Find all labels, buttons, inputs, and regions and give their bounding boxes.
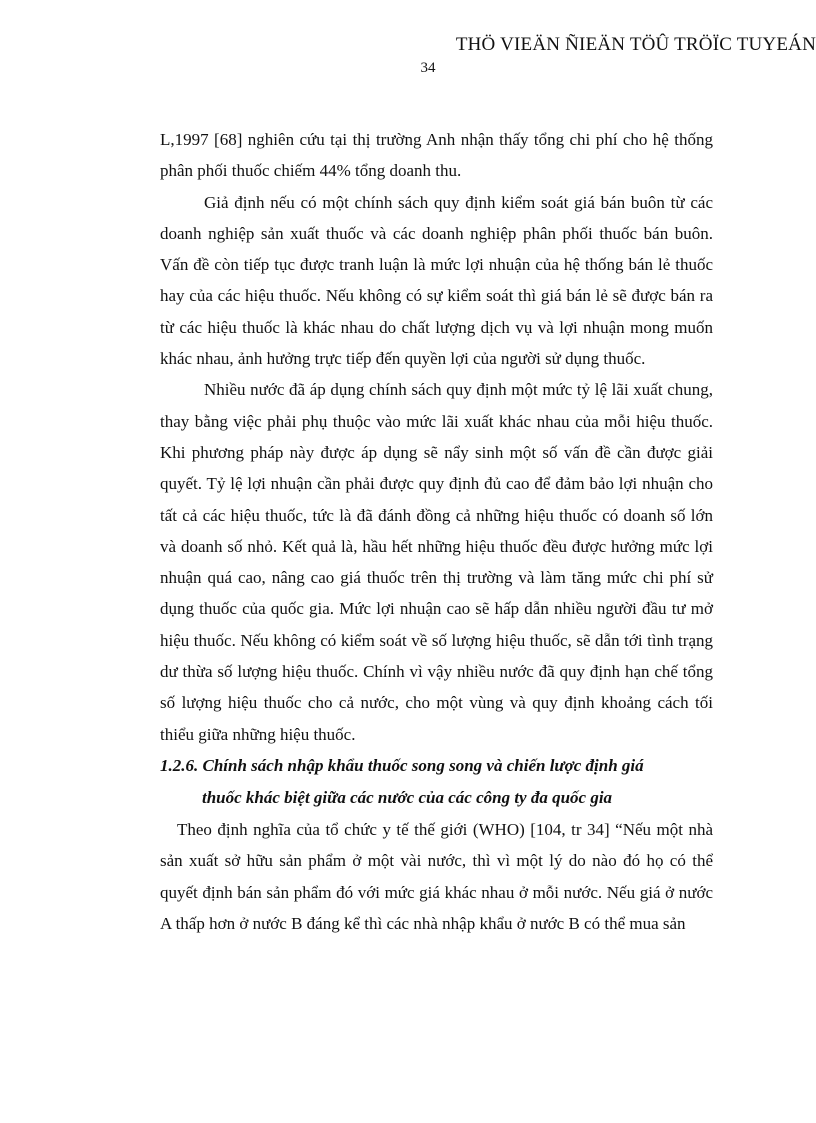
section-heading-line-2: thuốc khác biệt giữa các nước của các công ty đa quốc gia [202,787,613,807]
section-heading [160,750,713,814]
paragraph-4: Theo định nghĩa của tổ chức y tế thế giới (WHO) [104, tr 34] “Nếu một nhà sản xuất sở hữu sản phẩm ở một vài nước, thì vì một lý do nào đó họ có thể quyết định bán sản phẩm đó với mức giá khác nhau ở mỗi nước. Nếu giá ở nước A thấp hơn ở nước B đáng kể thì các nhà nhập khẩu ở nước B có thể mua sản [160,819,713,933]
paragraph-3: Nhiều nước đã áp dụng chính sách quy định một mức tỷ lệ lãi xuất chung, thay bằng việc phải phụ thuộc vào mức lãi xuất khác nhau của mỗi hiệu thuốc. Khi phương pháp này được áp dụng sẽ nẩy sinh một số vấn đề cần được giải quyết. Tỷ lệ lợi nhuận cần phải được quy định đủ cao để đảm bảo lợi nhuận cho tất cả các hiệu thuốc, tức là đã đánh đồng cả những hiệu thuốc có doanh số lớn và doanh số nhỏ. Kết quả là, hầu hết những hiệu thuốc đều được hưởng mức lợi nhuận quá cao, nâng cao giá thuốc trên thị trường và làm tăng mức chi phí sử dụng thuốc của quốc gia. Mức lợi nhuận cao sẽ hấp dẫn nhiều người đầu tư mở hiệu thuốc. Nếu không có kiểm soát về số lượng hiệu thuốc, sẽ dẫn tới tình trạng dư thừa số lượng hiệu thuốc. Chính vì vậy nhiều nước đã quy định hạn chế tổng số lượng hiệu thuốc cho cả nước, cho một vùng và quy định khoảng cách tối thiểu giữa những hiệu thuốc. [160,380,713,744]
section-heading-line-1: 1.2.6. Chính sách nhập khẩu thuốc song song và chiến lược định giá [160,755,644,775]
paragraph-2: Giả định nếu có một chính sách quy định kiểm soát giá bán buôn từ các doanh nghiệp sản xuất thuốc và các doanh nghiệp phân phối thuốc bán buôn. Vấn đề còn tiếp tục được tranh luận là mức lợi nhuận của hệ thống bán lẻ thuốc hay của các hiệu thuốc. Nếu không có sự kiểm soát thì giá bán lẻ sẽ được bán ra từ các hiệu thuốc là khác nhau do chất lượng dịch vụ và lợi nhuận mong muốn khác nhau, ảnh hưởng trực tiếp đến quyền lợi của người sử dụng thuốc. [160,192,713,369]
document-body [160,124,713,939]
site-header-title: THÖ VIEÄN ÑIEÄN TÖÛ TRÖÏC TUYEÁN [455,34,816,55]
paragraph-1: L,1997 [68] nghiên cứu tại thị trường Anh nhận thấy tổng chi phí cho hệ thống phân phối thuốc chiếm 44% tổng doanh thu. [160,130,713,181]
page-number: 34 [420,60,436,76]
